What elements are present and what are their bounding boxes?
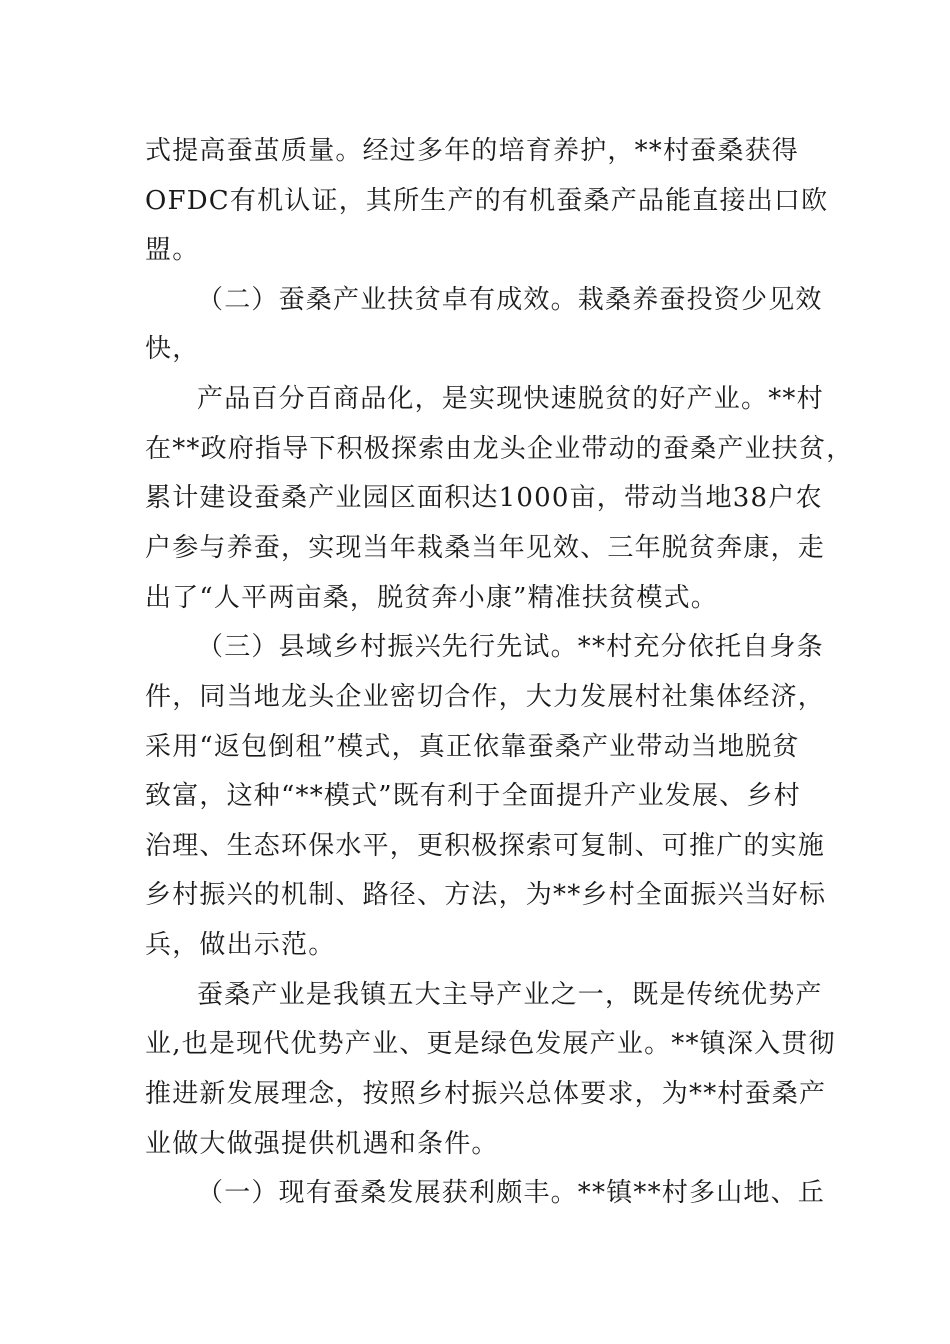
text-line: 盟。 [145, 235, 200, 265]
text-line: 治理、生态环保水平，更积极探索可复制、可推广的实施 [145, 831, 826, 861]
text-line: 推进新发展理念，按照乡村振兴总体要求，为**村蚕桑产 [145, 1079, 827, 1109]
text-line: OFDC有机认证，其所生产的有机蚕桑产品能直接出口欧 [145, 186, 829, 216]
paragraph-start: 产品百分百商品化，是实现快速脱贫的好产业。**村 [197, 384, 824, 414]
paragraph-heading: （二）蚕桑产业扶贫卓有成效。栽桑养蚕投资少见效 [197, 285, 823, 315]
text-line: 出了“人平两亩桑，脱贫奔小康”精准扶贫模式。 [145, 583, 718, 613]
text-line: 采用“返包倒租”模式，真正依靠蚕桑产业带动当地脱贫 [145, 732, 800, 762]
text-line: 乡村振兴的机制、路径、方法，为**乡村全面振兴当好标 [145, 880, 827, 910]
text-line: 式提高蚕茧质量。经过多年的培育养护，**村蚕桑获得 [145, 136, 800, 166]
text-line: 累计建设蚕桑产业园区面积达1000亩，带动当地38户农 [145, 483, 823, 513]
text-line: 快， [145, 334, 200, 364]
text-line: 件，同当地龙头企业密切合作，大力发展村社集体经济， [145, 682, 826, 712]
paragraph-heading: （一）现有蚕桑发展获利颇丰。**镇**村多山地、丘 [197, 1178, 826, 1208]
paragraph-heading: （三）县域乡村振兴先行先试。**村充分依托自身条 [197, 632, 824, 662]
text-line: 致富，这种“**模式”既有利于全面提升产业发展、乡村 [145, 781, 801, 811]
text-line: 业做大做强提供机遇和条件。 [145, 1129, 499, 1159]
text-line: 在**政府指导下积极探索由龙头企业带动的蚕桑产业扶贫， [145, 434, 854, 464]
text-line: 兵，做出示范。 [145, 930, 336, 960]
text-line: 户参与养蚕，实现当年栽桑当年见效、三年脱贫奔康，走 [145, 533, 826, 563]
text-line: 业,也是现代优势产业、更是绿色发展产业。**镇深入贯彻 [145, 1029, 836, 1059]
paragraph-start: 蚕桑产业是我镇五大主导产业之一，既是传统优势产 [197, 980, 823, 1010]
